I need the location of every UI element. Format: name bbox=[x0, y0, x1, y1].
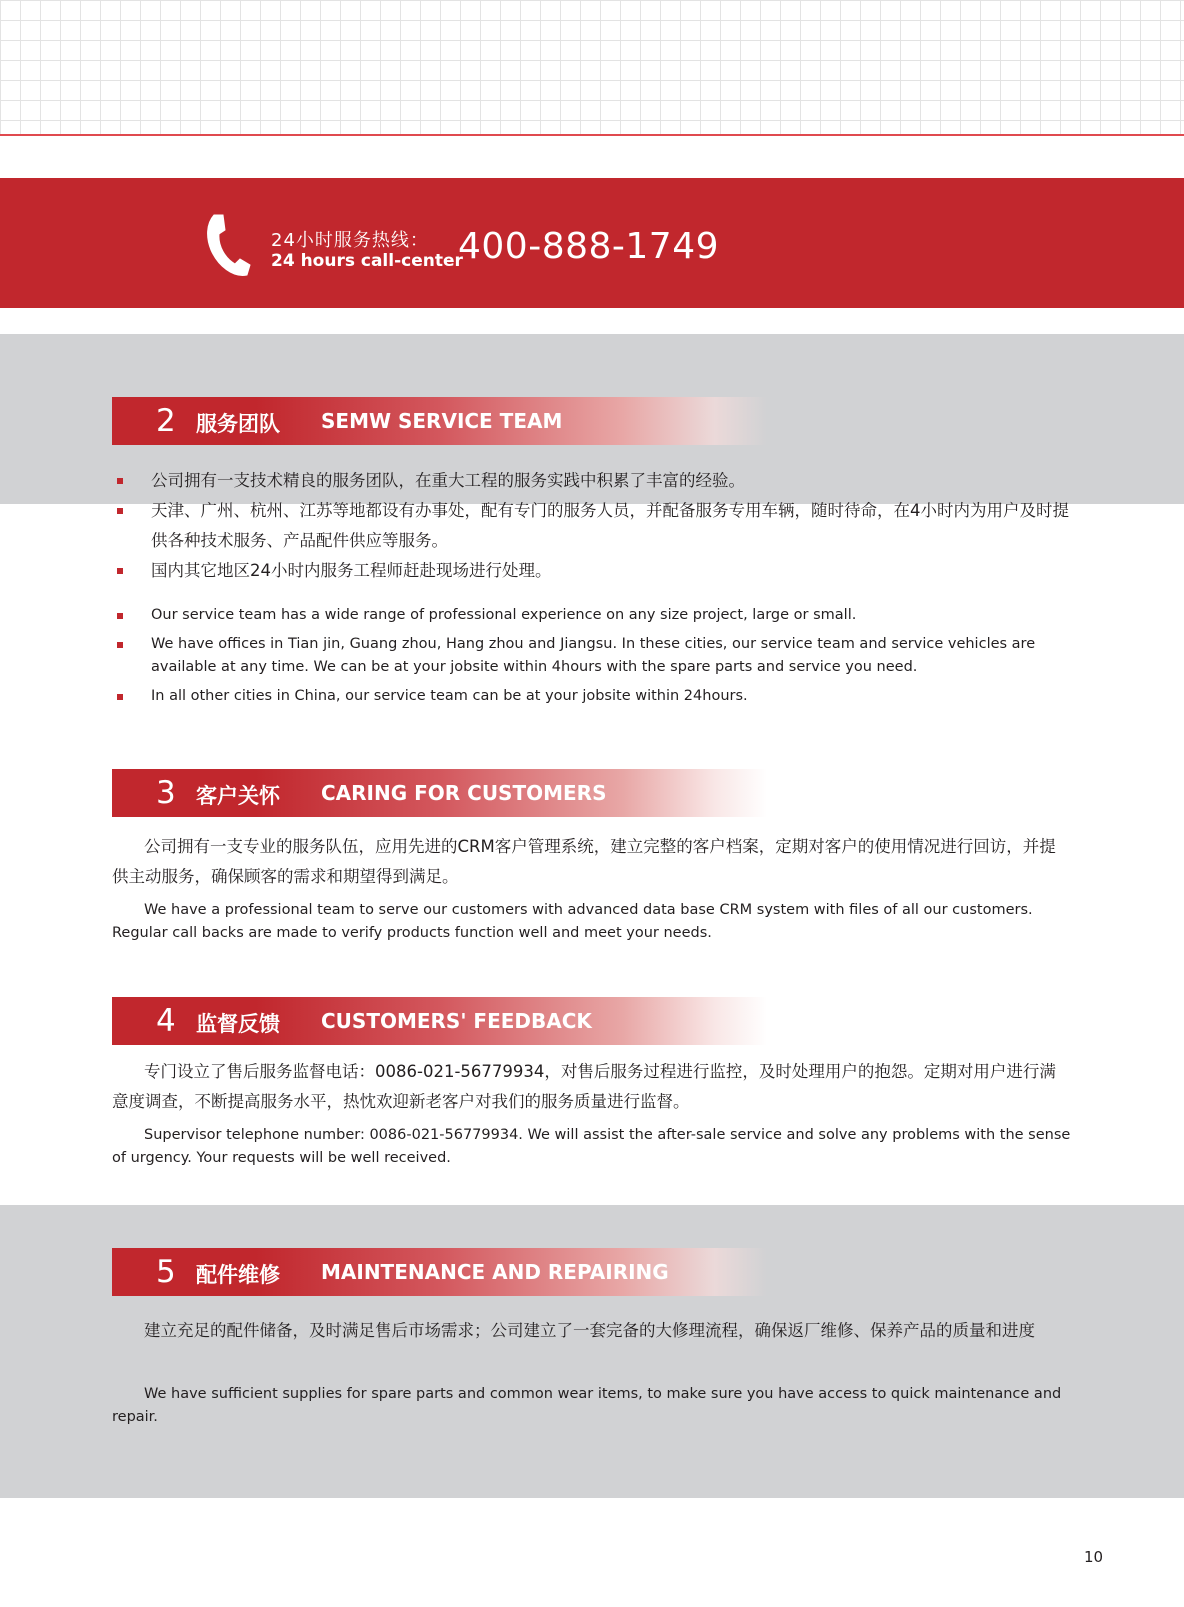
header-divider bbox=[0, 134, 1184, 136]
section-banner-caring bbox=[112, 769, 767, 817]
list-item bbox=[112, 685, 1082, 708]
section-title-en: SEMW SERVICE TEAM bbox=[321, 409, 563, 433]
maintenance-text-en: We have sufficient supplies for spare parts and common wear items, to make sure you have access to quick maintenance and repair. bbox=[112, 1386, 1062, 1425]
bullet-icon bbox=[117, 478, 123, 484]
section-title-cn: 配件维修 bbox=[196, 1263, 280, 1287]
grid-header bbox=[0, 0, 1184, 134]
list-item bbox=[112, 633, 1082, 679]
list-item-text: We have offices in Tian jin, Guang zhou, Hang zhou and Jiangsu. In these cities, our service team and service vehicles are available at any time. We can be at your jobsite within 4hours with the spare parts and service you need. bbox=[151, 636, 1036, 675]
phone-icon bbox=[205, 212, 251, 278]
section-number: 5 bbox=[156, 1254, 176, 1290]
section-banner-service-team bbox=[112, 397, 767, 445]
bullet-icon bbox=[117, 613, 123, 619]
section-title-en: CARING FOR CUSTOMERS bbox=[321, 781, 607, 805]
section-title-en: MAINTENANCE AND REPAIRING bbox=[321, 1260, 669, 1284]
list-item-text: 公司拥有一支技术精良的服务团队，在重大工程的服务实践中积累了丰富的经验。 bbox=[151, 471, 745, 490]
bullet-icon bbox=[117, 508, 123, 514]
hotline-label-en: 24 hours call-center bbox=[271, 251, 463, 271]
bullet-icon bbox=[117, 694, 123, 700]
hotline-label-cn: 24小时服务热线： bbox=[271, 230, 429, 251]
section-title-cn: 客户关怀 bbox=[196, 784, 280, 808]
list-item-text: In all other cities in China, our service team can be at your jobsite within 24hours. bbox=[151, 688, 748, 704]
section-banner-maintenance bbox=[112, 1248, 767, 1296]
list-item bbox=[112, 466, 1082, 496]
service-team-list-cn bbox=[112, 466, 1082, 586]
bullet-icon bbox=[117, 568, 123, 574]
feedback-text-cn: 专门设立了售后服务监督电话：0086-021-56779934，对售后服务过程进行监控，及时处理用户的抱怨。定期对用户进行满意度调查，不断提高服务水平，热忱欢迎新老客户对我们的服务质量进行监督。 bbox=[112, 1062, 1056, 1111]
section-title-cn: 服务团队 bbox=[196, 412, 280, 436]
list-item-text: 国内其它地区24小时内服务工程师赶赴现场进行处理。 bbox=[151, 561, 552, 580]
section-title-cn: 监督反馈 bbox=[196, 1012, 280, 1036]
list-item bbox=[112, 604, 1082, 627]
list-item-text: Our service team has a wide range of professional experience on any size project, large or small. bbox=[151, 607, 857, 623]
feedback-text-en: Supervisor telephone number: 0086-021-56779934. We will assist the after-sale service and solve any problems with the sense of urgency. Your requests will be well received. bbox=[112, 1127, 1071, 1166]
bullet-icon bbox=[117, 642, 123, 648]
section-number: 2 bbox=[156, 403, 176, 439]
service-team-list-en bbox=[112, 604, 1082, 708]
page-number: 10 bbox=[1084, 1548, 1104, 1566]
list-item-text: 天津、广州、杭州、江苏等地都设有办事处，配有专门的服务人员，并配备服务专用车辆，随时待命，在4小时内为用户及时提供各种技术服务、产品配件供应等服务。 bbox=[151, 501, 1069, 550]
hotline-number: 400-888-1749 bbox=[458, 226, 720, 267]
section-number: 3 bbox=[156, 775, 176, 811]
maintenance-text-cn: 建立充足的配件储备，及时满足售后市场需求；公司建立了一套完备的大修理流程，确保返厂维修、保养产品的质量和进度 bbox=[144, 1321, 1035, 1340]
section-banner-feedback bbox=[112, 997, 767, 1045]
caring-text-cn: 公司拥有一支专业的服务队伍，应用先进的CRM客户管理系统，建立完整的客户档案，定期对客户的使用情况进行回访，并提供主动服务，确保顾客的需求和期望得到满足。 bbox=[112, 837, 1056, 886]
section-title-en: CUSTOMERS' FEEDBACK bbox=[321, 1009, 592, 1033]
section-number: 4 bbox=[156, 1003, 176, 1039]
list-item bbox=[112, 556, 1082, 586]
list-item bbox=[112, 496, 1082, 556]
caring-text-en: We have a professional team to serve our customers with advanced data base CRM system with files of all our customers. Regular call backs are made to verify products function well and meet your needs. bbox=[112, 902, 1033, 941]
